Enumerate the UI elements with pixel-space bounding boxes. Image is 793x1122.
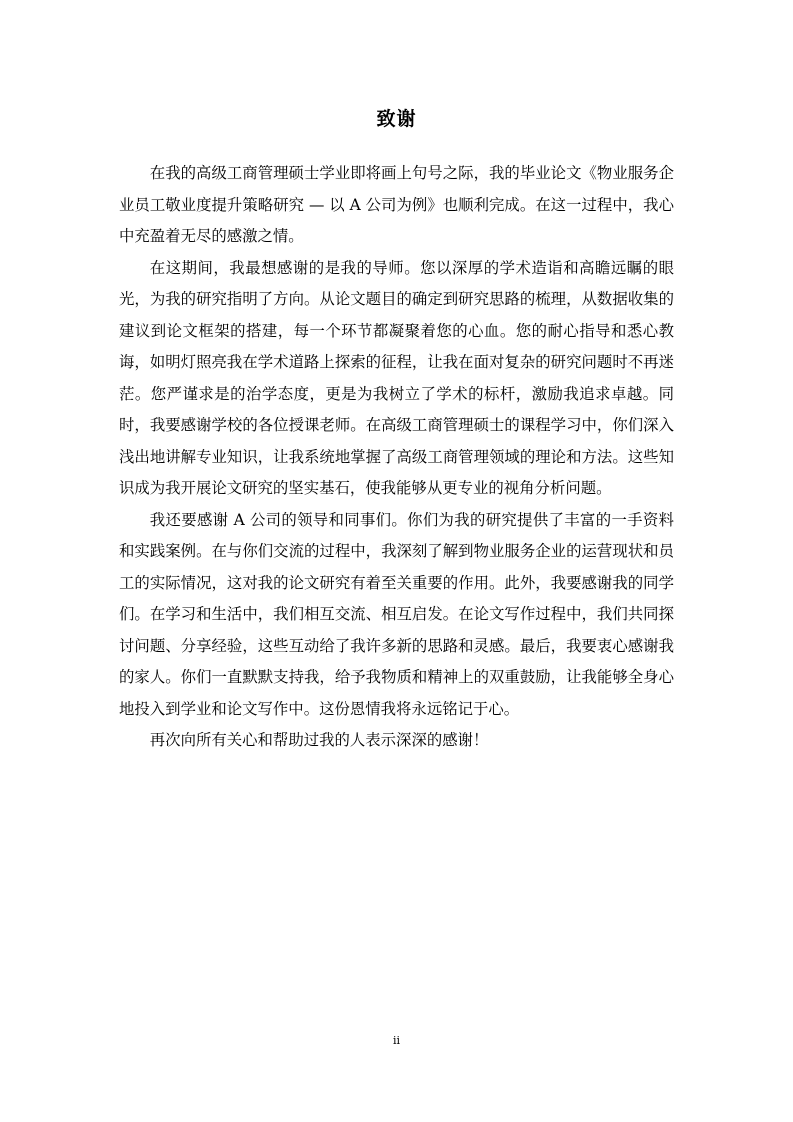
paragraph-1: 在我的高级工商管理硕士学业即将画上句号之际，我的毕业论文《物业服务企业员工敬业度提升策略研究 — 以 A 公司为例》也顺利完成。在这一过程中，我心中充盈着无尽的感激之情。 bbox=[119, 164, 674, 245]
page-title: 致谢 bbox=[376, 108, 417, 130]
paragraph-3: 我还要感谢 A 公司的领导和同事们。你们为我的研究提供了丰富的一手资料和实践案例。在与你们交流的过程中，我深刻了解到物业服务企业的运营现状和员工的实际情况，这对我的论文研究有着至关重要的作用。此外，我要感谢我的同学们。在学习和生活中，我们相互交流、相互启发。在论文写作过程中，我们共同探讨问题、分享经验，这些互动给了我许多新的思路和灵感。最后，我要衷心感谢我的家人。你们一直默默支持我，给予我物质和精神上的双重鼓励，让我能够全身心地投入到学业和论文写作中。这份恩情我将永远铭记于心。 bbox=[119, 510, 674, 718]
acknowledgement-body bbox=[119, 158, 674, 757]
paragraph-2: 在这期间，我最想感谢的是我的导师。您以深厚的学术造诣和高瞻远瞩的眼光，为我的研究指明了方向。从论文题目的确定到研究思路的梳理，从数据收集的建议到论文框架的搭建，每一个环节都凝聚着您的心血。您的耐心指导和悉心教诲，如明灯照亮我在学术道路上探索的征程，让我在面对复杂的研究问题时不再迷茫。您严谨求是的治学态度，更是为我树立了学术的标杆，激励我追求卓越。同时，我要感谢学校的各位授课老师。在高级工商管理硕士的课程学习中，你们深入浅出地讲解专业知识，让我系统地掌握了高级工商管理领域的理论和方法。这些知识成为我开展论文研究的坚实基石，使我能够从更专业的视角分析问题。 bbox=[119, 258, 674, 497]
page-number: ii bbox=[392, 1034, 401, 1047]
paragraph-4: 再次向所有关心和帮助过我的人表示深深的感谢！ bbox=[149, 731, 489, 749]
